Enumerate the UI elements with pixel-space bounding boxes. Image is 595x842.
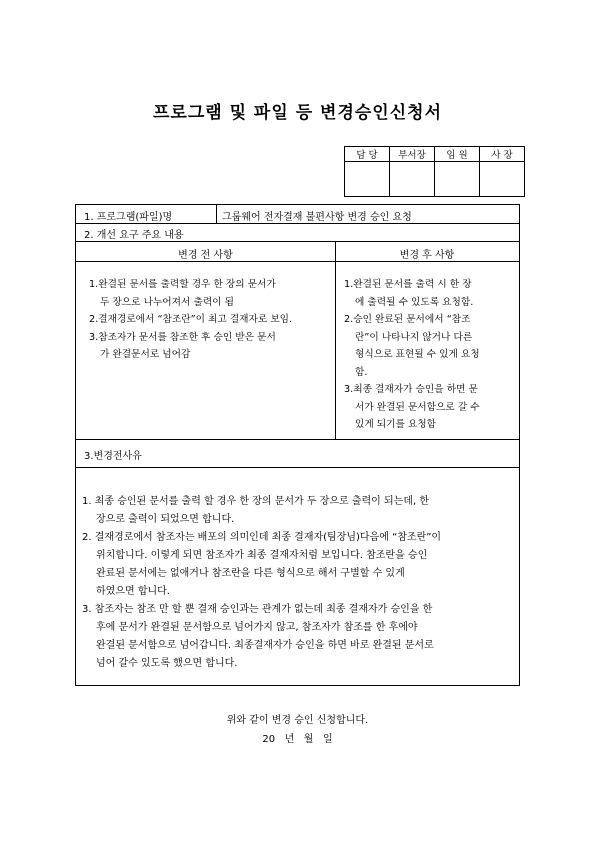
- section3-label: 3.변경전사유: [84, 451, 142, 462]
- program-name-value[interactable]: 그룹웨어 전자결재 불편사항 변경 승인 요청: [222, 212, 412, 223]
- after-header: 변경 후 사항: [399, 250, 455, 261]
- before-item-line: 두 장으로 나누어져서 출력이 됨: [100, 296, 234, 308]
- reason-line: 넘어 갈수 있도록 했으면 합니다.: [96, 658, 238, 669]
- approval-header-executive: 임 원: [435, 147, 480, 162]
- reason-line: 1. 최종 승인된 문서를 출력 할 경우 한 장의 문서가 두 장으로 출력이 되는데, 한: [82, 496, 430, 507]
- after-item-line: 있게 되기를 요청함: [355, 419, 437, 430]
- before-item: [89, 311, 292, 329]
- section2-label: 2. 개선 요구 주요 내용: [84, 230, 184, 241]
- approval-header-staff: 담 당: [345, 147, 390, 162]
- reason-item: [82, 529, 441, 601]
- reason-line: 2. 결재경로에서 참조자는 배포의 의미인데 최종 결재자(팀장님)다음에 “참조란”이: [82, 532, 442, 543]
- after-item: [344, 311, 480, 381]
- before-item-line: 2.결재경로에서 “참조란”이 최고 결재자로 보임.: [89, 314, 293, 325]
- closing-date: 20 년 월 일: [262, 734, 333, 745]
- row-divider: [76, 467, 519, 468]
- before-item-line: 1.완결된 문서를 출력할 경우 한 장의 문서가: [89, 279, 276, 290]
- after-item-line: 2.승인 완료된 문서에서 “참조: [344, 314, 471, 325]
- column-divider: [216, 205, 217, 223]
- approval-header-president: 사 장: [480, 147, 525, 162]
- after-item-line: 에 출력될 수 있도록 요청함.: [355, 296, 474, 308]
- reason-line: 하였으면 합니다.: [96, 586, 170, 597]
- after-items-list: [344, 276, 480, 434]
- reason-line: 후에 문서가 완결된 문서함으로 넘어가지 않고, 참조자가 참조를 한 후에야: [96, 622, 418, 633]
- reason-line: 위치합니다. 이렇게 되면 참조자가 최종 결재자처럼 보입니다. 참조란을 승인: [96, 550, 428, 561]
- row-divider: [76, 439, 519, 440]
- approval-sign-executive[interactable]: [435, 162, 480, 197]
- approval-sign-president[interactable]: [480, 162, 525, 197]
- column-divider: [335, 241, 336, 439]
- before-item: [89, 276, 292, 311]
- after-item-line: 함.: [355, 366, 368, 378]
- reason-line: 3. 참조자는 참조 만 할 뿐 결재 승인과는 관계가 없는데 최종 결재자가 승인을 한: [82, 604, 433, 615]
- after-item-line: 형식으로 표현될 수 있게 요청: [355, 349, 480, 360]
- before-header: 변경 전 사항: [178, 250, 233, 261]
- before-item: [89, 329, 292, 364]
- reason-line: 완료된 문서에는 없애거나 참조란을 다른 형식으로 해서 구별할 수 있게: [96, 568, 405, 579]
- before-items-list: [89, 276, 292, 364]
- row-divider: [76, 223, 519, 224]
- reason-line: 장으로 출력이 되었으면 합니다.: [96, 514, 235, 525]
- after-item: [344, 381, 480, 434]
- row-divider: [76, 241, 519, 242]
- approval-sign-staff[interactable]: [345, 162, 390, 197]
- approval-header-dept-head: 부서장: [390, 147, 435, 162]
- after-item: [344, 276, 480, 311]
- after-item-line: 1.완결된 문서를 출력 시 한 장: [344, 279, 472, 290]
- reason-item: [82, 493, 441, 529]
- after-item-line: 란”이 나타나지 않거나 다른: [355, 331, 473, 343]
- document-title: 프로그램 및 파일 등 변경승인신청서: [152, 103, 442, 123]
- program-name-label: 1. 프로그램(파일)명: [84, 212, 173, 223]
- reasons-list: [82, 493, 441, 673]
- reason-line: 완결된 문서함으로 넘어갑니다. 최종결재자가 승인을 하면 바로 완결된 문서로: [96, 640, 434, 651]
- reason-item: [82, 601, 441, 673]
- after-item-line: 서가 완결된 문서함으로 갈 수: [355, 401, 480, 413]
- after-item-line: 3.최종 결재자가 승인을 하면 문: [344, 384, 478, 395]
- closing-statement: 위와 같이 변경 승인 신청합니다.: [226, 715, 369, 726]
- row-divider: [76, 261, 519, 262]
- before-item-line: 3.참조자가 문서를 참조한 후 승인 받은 문서: [89, 331, 276, 343]
- approval-signature-table: [344, 146, 525, 197]
- approval-sign-dept-head[interactable]: [390, 162, 435, 197]
- before-item-line: 가 완결문서로 넘어감: [100, 349, 191, 360]
- request-form: [75, 204, 520, 686]
